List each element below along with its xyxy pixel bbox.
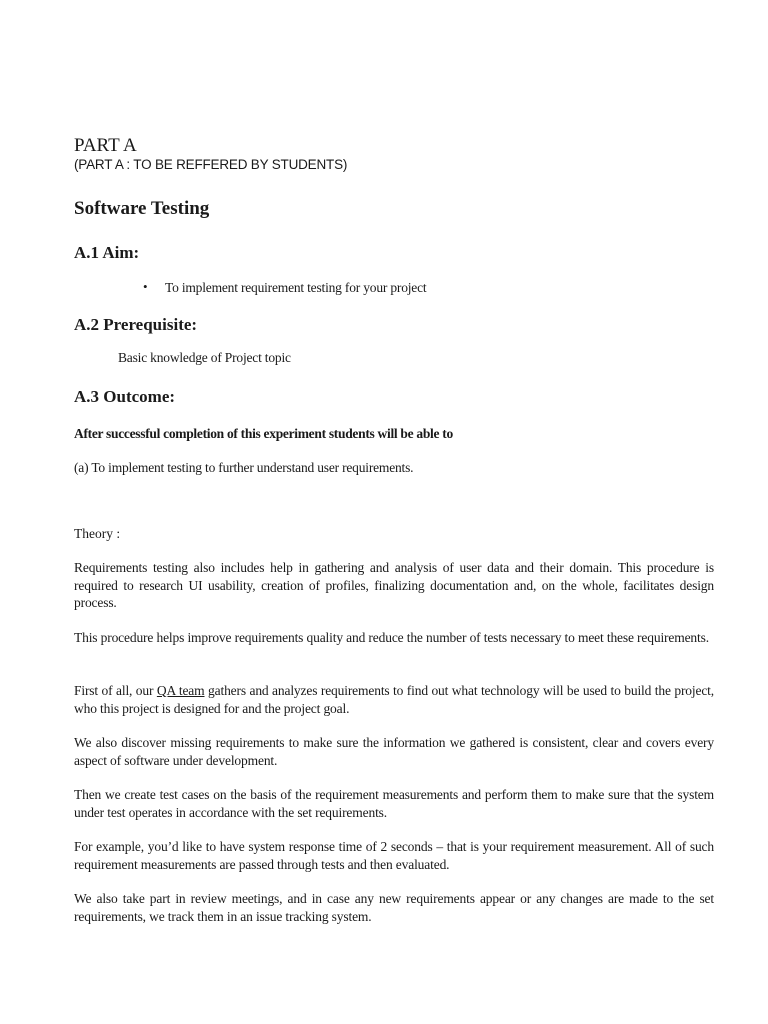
paragraph-text: First of all, our <box>74 683 157 698</box>
theory-paragraph: We also discover missing requirements to make sure the information we gathered is consistent, clear and covers every aspect of software under development. <box>74 735 714 768</box>
theory-paragraph: This procedure helps improve requirements quality and reduce the number of tests necessary to meet these requirements. <box>74 630 709 645</box>
outcome-lead: After successful completion of this experiment students will be able to <box>74 426 453 441</box>
qa-team-link[interactable]: QA team <box>156 683 205 698</box>
aim-item: To implement requirement testing for your project <box>165 280 427 295</box>
bullet-icon: • <box>143 279 148 294</box>
theory-paragraph: Requirements testing also includes help in gathering and analysis of user data and their domain. This procedure is required to research UI usability, creation of profiles, finalizing documentation and, on the whole, facilitates design process. <box>74 560 714 610</box>
theory-paragraph <box>74 682 714 717</box>
paragraph-text: gathers and analyzes requirements to find out what technology will be used to build the project, who this project is designed for and the project goal. <box>74 683 714 716</box>
document-title: Software Testing <box>74 198 210 219</box>
part-subtitle: (PART A : TO BE REFFERED BY STUDENTS) <box>74 157 348 172</box>
theory-paragraph: Then we create test cases on the basis of the requirement measurements and perform them to make sure that the system under test operates in accordance with the set requirements. <box>74 787 714 820</box>
theory-heading: Theory : <box>74 526 121 541</box>
prerequisite-heading: A.2 Prerequisite: <box>74 315 198 334</box>
outcome-item: (a) To implement testing to further understand user requirements. <box>74 460 414 475</box>
outcome-heading: A.3 Outcome: <box>74 387 176 406</box>
aim-heading: A.1 Aim: <box>74 243 140 262</box>
part-title: PART A <box>74 135 137 156</box>
prerequisite-text: Basic knowledge of Project topic <box>118 350 291 365</box>
theory-paragraph: For example, you’d like to have system response time of 2 seconds – that is your requirement measurement. All of such requirement measurements are passed through tests and then evaluated. <box>74 839 714 872</box>
theory-paragraph: We also take part in review meetings, and in case any new requirements appear or any changes are made to the set requirements, we track them in an issue tracking system. <box>74 891 714 924</box>
